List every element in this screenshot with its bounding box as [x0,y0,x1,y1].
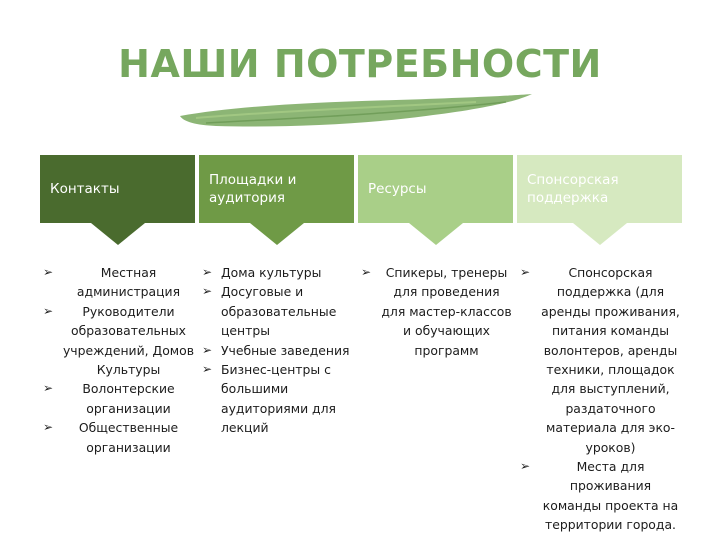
header-arrow-notch [250,223,304,245]
column-sponsorship [517,155,682,533]
column-header [517,155,682,223]
arrow-bullet-icon: ➢ [202,265,213,279]
arrow-bullet-icon: ➢ [202,284,213,299]
page-title: НАШИ ПОТРЕБНОСТИ [118,42,602,86]
column-header-label: Площадки и аудитория [209,172,297,206]
column-header [40,155,195,223]
arrow-bullet-icon: ➢ [520,459,531,474]
list-item: ➢ Руководители образовательных учреждений, Домов Культуры [43,303,195,378]
column-header-label: Спонсорская поддержка [527,172,619,206]
brush-stroke-decoration [176,92,536,132]
arrow-bullet-icon: ➢ [43,381,54,396]
list-item: ➢ Бизнес-центры с большими аудиториями для лекций [202,362,336,436]
list-item: ➢ Спикеры, тренеры для проведения для мастер-классов и обучающих программ [361,265,512,358]
bullet-list [517,263,682,535]
column-header [358,155,513,223]
arrow-bullet-icon: ➢ [202,342,213,357]
bullet-list [358,263,513,360]
list-item: ➢ Общественные организации [43,420,179,455]
column-contacts [40,155,195,455]
list-item: ➢ Досуговые и образовательные центры [202,284,337,339]
list-item: ➢ Волонтерские организации [43,381,175,416]
list-item: ➢ Дома культуры [199,263,354,282]
column-header-label: Контакты [50,181,120,197]
arrow-bullet-icon: ➢ [43,420,54,435]
header-arrow-notch [573,223,627,245]
list-item: ➢ Местная администрация [43,265,181,300]
column-header [199,155,354,223]
list-item: ➢ Спонсорская поддержка (для аренды проживания, питания команды волонтеров, аренды техники, площадок для выступлений, раздаточного материала для эко-уроков) [520,265,680,455]
bullet-list [40,263,195,457]
arrow-bullet-icon: ➢ [43,303,54,318]
arrow-bullet-icon: ➢ [202,362,213,377]
list-item: ➢ Места для проживания команды проекта на территории города. [520,459,679,533]
column-header-label: Ресурсы [368,181,427,197]
arrow-bullet-icon: ➢ [361,265,372,279]
bullet-list [199,263,354,438]
header-arrow-notch [91,223,145,245]
arrow-bullet-icon: ➢ [520,265,531,279]
header-arrow-notch [409,223,463,245]
column-venues [199,155,354,436]
arrow-bullet-icon: ➢ [43,265,54,279]
column-resources [358,155,513,358]
list-item: ➢ Учебные заведения [199,341,354,360]
